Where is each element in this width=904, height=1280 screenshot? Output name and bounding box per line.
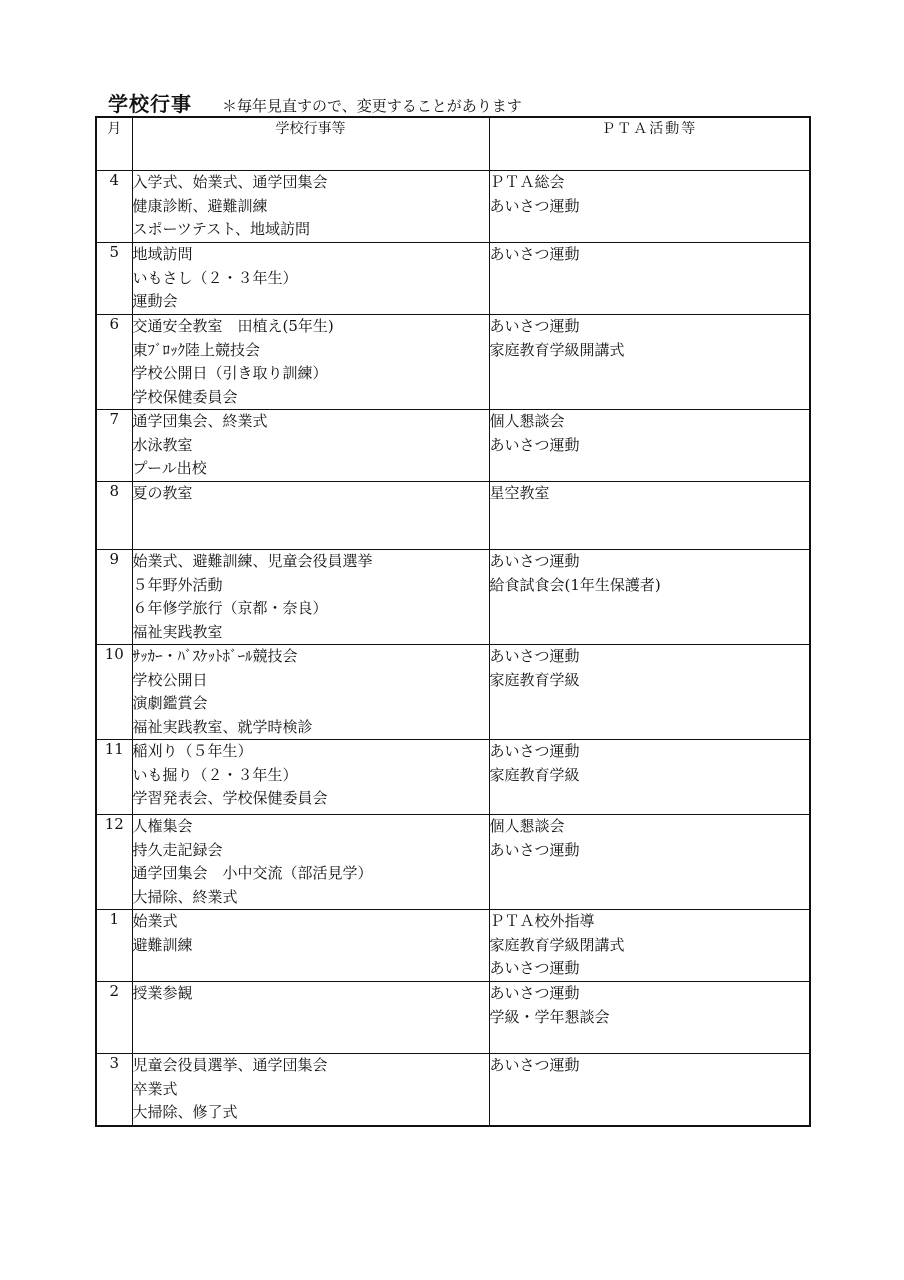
school-events-cell [132,315,489,410]
month-cell: 4 [96,171,132,243]
school-event-item: スポーツテスト、地域訪問 [132,220,310,238]
school-event-item: 健康診断、避難訓練 [132,196,268,215]
school-event-item: 水泳教室 [132,435,193,454]
school-events-cell [132,910,489,982]
school-events-cell [132,410,489,482]
month-cell: 10 [96,645,132,740]
school-event-item: いもさし（２・３年生） [132,268,298,287]
pta-activities-cell [489,171,810,243]
pta-activity-item: あいさつ運動 [489,317,580,335]
school-events-cell [132,243,489,315]
pta-activity-item: 家庭教育学級閉講式 [489,935,625,954]
school-event-item: プール出校 [132,459,207,477]
pta-activities-column-header: ＰＴＡ活動等 [489,117,810,171]
month-column-header: 月 [96,117,132,171]
school-events-cell [132,550,489,645]
pta-activity-item: あいさつ運動 [489,435,580,454]
pta-activity-item: 給食試食会(1年生保護者) [489,575,661,594]
school-event-item: 授業参観 [132,984,193,1002]
schedule-row [96,410,810,482]
pta-activity-item: あいさつ運動 [489,840,580,859]
month-cell: 8 [96,482,132,550]
month-cell: 9 [96,550,132,645]
month-cell: 11 [96,740,132,815]
school-events-table [95,116,811,1127]
pta-activities-cell [489,243,810,315]
school-event-item: 稲刈り（５年生） [132,742,253,760]
pta-activities-cell [489,550,810,645]
school-event-item: 通学団集会 小中交流（部活見学） [132,864,373,882]
school-events-cell [132,982,489,1054]
schedule-row [96,315,810,410]
pta-activity-item: 学級・学年懇談会 [489,1007,610,1026]
schedule-row [96,243,810,315]
school-event-item: 学校公開日（引き取り訓練） [132,364,328,382]
month-cell: 12 [96,815,132,910]
table-body [96,171,810,1126]
school-event-item: 学校保健委員会 [132,387,238,406]
pta-activity-item: 家庭教育学級 [489,765,580,784]
schedule-row [96,982,810,1054]
school-events-column-header: 学校行事等 [132,117,489,171]
school-event-item: 大掃除、修了式 [132,1103,238,1121]
pta-activities-cell [489,410,810,482]
month-cell: 1 [96,910,132,982]
school-events-cell [132,645,489,740]
pta-activity-item: 星空教室 [489,484,550,502]
pta-activities-cell [489,482,810,550]
school-event-item: 東ﾌﾞﾛｯｸ陸上競技会 [132,340,261,359]
pta-activities-cell [489,982,810,1054]
school-event-item: ５年野外活動 [132,575,223,594]
revision-note: ＊毎年見直すので、変更することがあります [222,97,522,115]
pta-activities-cell [489,740,810,815]
school-event-item: 児童会役員選挙、通学団集会 [132,1056,328,1074]
school-event-item: 卒業式 [132,1079,178,1098]
school-event-item: 始業式、避難訓練、児童会役員選挙 [132,552,373,570]
pta-activity-item: ＰＴＡ校外指導 [489,912,595,930]
schedule-row [96,1054,810,1126]
school-events-cell [132,482,489,550]
schedule-row [96,550,810,645]
page-title: 学校行事 [108,92,192,116]
pta-activity-item: あいさつ運動 [489,984,580,1002]
schedule-row [96,171,810,243]
school-event-item: 夏の教室 [132,484,193,502]
pta-activity-item: 個人懇談会 [489,412,565,430]
pta-activities-cell [489,910,810,982]
school-event-item: 持久走記録会 [132,840,223,859]
school-event-item: 避難訓練 [132,935,193,954]
pta-activities-cell [489,315,810,410]
schedule-row [96,645,810,740]
school-event-item: 交通安全教室 田植え(5年生) [132,317,334,335]
school-event-item: 入学式、始業式、通学団集会 [132,173,328,191]
pta-activity-item: あいさつ運動 [489,647,580,665]
month-cell: 2 [96,982,132,1054]
school-events-cell [132,815,489,910]
school-event-item: ｻｯｶｰ・ﾊﾞｽｹｯﾄﾎﾞｰﾙ競技会 [132,647,298,665]
page-heading [108,88,522,116]
school-event-item: 福祉実践教室 [132,622,223,641]
pta-activity-item: ＰＴＡ総会 [489,173,565,191]
month-cell: 6 [96,315,132,410]
school-event-item: 地域訪問 [132,245,193,263]
pta-activities-cell [489,645,810,740]
school-event-item: ６年修学旅行（京都・奈良） [132,599,328,617]
school-events-cell [132,1054,489,1126]
school-event-item: 福祉実践教室、就学時検診 [132,717,313,736]
school-events-cell [132,171,489,243]
schedule-row [96,740,810,815]
schedule-row [96,482,810,550]
schedule-row [96,910,810,982]
pta-activities-cell [489,815,810,910]
pta-activity-item: あいさつ運動 [489,1056,580,1074]
month-cell: 7 [96,410,132,482]
school-event-item: いも掘り（２・３年生） [132,765,298,784]
school-event-item: 大掃除、終業式 [132,887,238,906]
pta-activity-item: あいさつ運動 [489,742,580,760]
pta-activity-item: あいさつ運動 [489,196,580,215]
pta-activities-cell [489,1054,810,1126]
pta-activity-item: 家庭教育学級開講式 [489,340,625,359]
schedule-row [96,815,810,910]
school-event-item: 運動会 [132,292,178,310]
school-event-item: 演劇鑑賞会 [132,694,208,712]
pta-activity-item: 個人懇談会 [489,817,565,835]
school-event-item: 通学団集会、終業式 [132,412,268,430]
school-event-item: 学校公開日 [132,670,208,689]
school-events-cell [132,740,489,815]
table-header-row [96,117,810,171]
school-event-item: 学習発表会、学校保健委員会 [132,789,328,807]
pta-activity-item: 家庭教育学級 [489,670,580,689]
month-cell: 5 [96,243,132,315]
school-event-item: 人権集会 [132,817,193,835]
pta-activity-item: あいさつ運動 [489,245,580,263]
school-event-item: 始業式 [132,912,178,930]
pta-activity-item: あいさつ運動 [489,959,580,977]
pta-activity-item: あいさつ運動 [489,552,580,570]
month-cell: 3 [96,1054,132,1126]
